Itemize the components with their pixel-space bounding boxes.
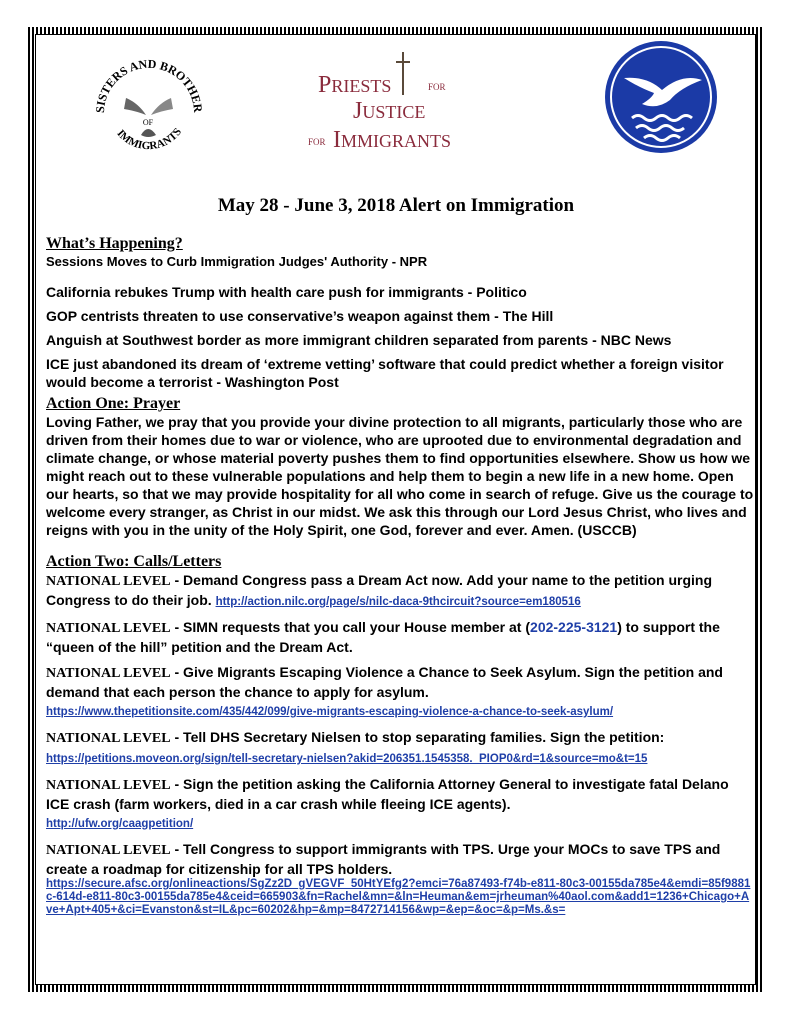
level-label: NATIONAL LEVEL [46,666,171,681]
whats-happening-heading: What’s Happening? [46,235,183,252]
svg-text:OF: OF [142,118,154,127]
svg-text:JUSTICE: JUSTICE [353,98,426,124]
svg-text:FOR: FOR [428,82,446,92]
alert-page [36,35,756,984]
action-two-heading: Action Two: Calls/Letters [46,553,222,570]
action-item [46,618,754,656]
news-item[interactable]: Anguish at Southwest border as more immigrant children separated from parents - NBC News [46,332,672,348]
level-label: NATIONAL LEVEL [46,574,171,589]
logo-row [36,35,756,190]
news-item[interactable]: ICE just abandoned its dream of ‘extreme vetting’ software that could predict whether a foreign visitor would become a terrorist - Washington Post [46,356,724,390]
petition-link[interactable]: https://petitions.moveon.org/sign/tell-secretary-nielsen?akid=206351.1545358._PIOP0&rd=1&source=mo&t=15 [46,753,648,765]
news-item[interactable]: California rebukes Trump with health care push for immigrants - Politico [46,284,527,300]
action-text: - Demand Congress pass a Dream Act now. Add your name to the petition urging Congress to do their job. [46,572,713,608]
action-text: - Tell DHS Secretary Nielsen to stop separating families. Sign the petition: [170,729,665,745]
level-label: NATIONAL LEVEL [46,843,171,858]
action-item [46,571,754,611]
sisters-brothers-logo [86,43,211,168]
dove-circle-logo [602,38,720,156]
svg-text:IMMIGRANTS: IMMIGRANTS [114,126,185,153]
action-text: ) to support the “queen of the hill” petition and the Dream Act. [46,619,720,655]
svg-text:SISTERS AND BROTHERS: SISTERS AND BROTHER [92,56,206,114]
content [46,235,754,917]
level-label: NATIONAL LEVEL [46,778,171,793]
level-label: NATIONAL LEVEL [46,731,171,746]
svg-text:PRIESTS: PRIESTS [318,72,392,98]
phone-number[interactable]: 202-225-3121 [530,619,618,635]
level-label: NATIONAL LEVEL [46,621,171,636]
petition-link[interactable]: https://secure.afsc.org/onlineactions/SgZz2D_gVEGVF_50HtYEfg2?emci=76a87493-f74b-e811-80c3-00155da785e4&emdi=85f9881c-614d-e811-80c3-00155da785e4&ceid=665903&fn=Rachel&mn=&ln=Heuman&em=jrheuman%40aol.com&add1=1236+Chicago+Ave+Apt+405+&ci=Evanston&st=IL&pc=60202&hp=&mp=8472714156&wp=&ep=&oc=&p=Ms.&s= [46,878,751,916]
action-item [46,728,754,768]
petition-link[interactable]: http://action.nilc.org/page/s/nilc-daca-9thcircuit?source=em180516 [215,596,581,608]
action-item [46,663,754,721]
svg-text:FOR: FOR [308,137,326,147]
petition-link[interactable]: http://ufw.org/caagpetition/ [46,818,194,830]
action-one-heading: Action One: Prayer [46,395,181,412]
action-text: - Give Migrants Escaping Violence a Chance to Seek Asylum. Sign the petition and demand that each person the chance to apply for asylum. [46,664,723,700]
action-item [46,775,754,833]
prayer-text: Loving Father, we pray that you provide your divine protection to all migrants, particularly those who are driven from their homes due to war or violence, who are uprooted due to environmental degradation and climate change, or whose material poverty pushes them to find opportunities elsewhere. Show us how we might reach out to these vulnerable populations and help them to begin a new life in a new home. Open our hearts, so that we may provide hospitality for all who come in search of refuge. Give us the courage to welcome every stranger, as Christ in our midst. We ask this through our Lord Jesus Christ, who lives and reigns with you in the unity of the Holy Spirit, one God, forever and ever. Amen. (USCCB) [46,414,754,538]
action-text: - SIMN requests that you call your House member at ( [170,619,531,635]
svg-text:IMMIGRANTS: IMMIGRANTS [333,127,452,153]
priests-for-justice-logo [298,50,478,160]
petition-link[interactable]: https://www.thepetitionsite.com/435/442/099/give-migrants-escaping-violence-a-chance-to-seek-asylum/ [46,706,614,718]
action-text: - Tell Congress to support immigrants with TPS. Urge your MOCs to save TPS and create a roadmap for citizenship for all TPS holders. [46,841,721,877]
action-text: - Sign the petition asking the California Attorney General to investigate fatal Delano ICE crash (farm workers, died in a car crash while fleeing ICE agents). [46,776,729,812]
news-item[interactable]: Sessions Moves to Curb Immigration Judges' Authority - NPR [46,254,428,269]
action-item [46,840,754,917]
news-item[interactable]: GOP centrists threaten to use conservative’s weapon against them - The Hill [46,308,554,324]
page-title: May 28 - June 3, 2018 Alert on Immigration [217,195,575,216]
